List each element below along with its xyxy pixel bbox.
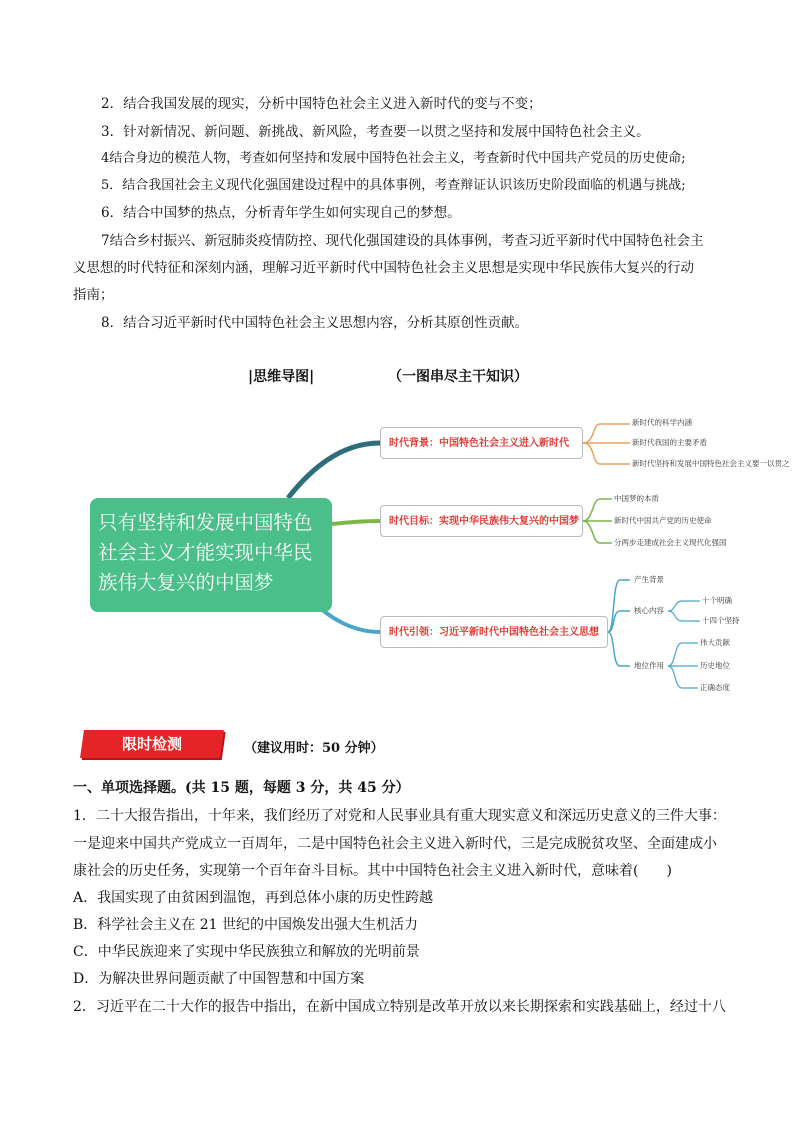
intro-point: 4结合身边的模范人物，考查如何坚持和发展中国特色社会主义，考查新时代中国共产党员的历史使命; bbox=[101, 151, 686, 166]
mindmap-heading: |思维导图| bbox=[248, 369, 315, 385]
mindmap-leaf: 新时代我国的主要矛盾 bbox=[632, 438, 707, 447]
mindmap-leaf: 产生背景 bbox=[634, 575, 664, 584]
mindmap-subheading: （一图串尽主干知识） bbox=[388, 369, 528, 385]
intro-point: 3．针对新情况、新问题、新挑战、新风险，考查要一以贯之坚持和发展中国特色社会主义。 bbox=[101, 124, 650, 140]
test-banner bbox=[80, 730, 224, 758]
suggested-time: （建议用时：50 分钟） bbox=[244, 741, 384, 756]
central-line: 社会主义才能实现中华民 bbox=[98, 541, 313, 564]
mindmap-leaf: 新时代中国共产党的历史使命 bbox=[614, 516, 712, 525]
mindmap-leaf: 十个明确 bbox=[702, 596, 732, 605]
test-banner-label: 限时检测 bbox=[122, 735, 183, 753]
mindmap-branch-goal: 时代目标：实现中华民族伟大复兴的中国梦 bbox=[380, 505, 583, 537]
central-line: 族伟大复兴的中国梦 bbox=[98, 571, 274, 594]
central-line: 只有坚持和发展中国特色 bbox=[98, 511, 313, 534]
mindmap-leaf: 新时代的科学内涵 bbox=[632, 418, 692, 427]
section-title: 一、单项选择题。(共 15 题，每题 3 分，共 45 分） bbox=[73, 780, 410, 796]
mindmap-leaf: 正确态度 bbox=[700, 683, 730, 692]
option-d: D．为解决世界问题贡献了中国智慧和中国方案 bbox=[73, 971, 365, 987]
intro-point: 7结合乡村振兴、新冠肺炎疫情防控、现代化强国建设的具体事例，考查习近平新时代中国特色社会主 bbox=[101, 233, 704, 249]
mindmap-central-node bbox=[90, 498, 332, 612]
mindmap-leaf: 伟大贡献 bbox=[700, 638, 730, 647]
intro-point: 义思想的时代特征和深刻内涵，理解习近平新时代中国特色社会主义思想是实现中华民族伟大复兴的行动 bbox=[73, 260, 694, 276]
question-text: 2．习近平在二十大作的报告中指出，在新中国成立特别是改革开放以来长期探索和实践基础上，经过十八 bbox=[73, 999, 726, 1015]
branch1-connector bbox=[288, 443, 380, 498]
mindmap-leaf: 地位作用 bbox=[634, 661, 664, 670]
question-text: 1．二十大报告指出，十年来，我们经历了对党和人民事业具有重大现实意义和深远历史意义的三件大事： bbox=[73, 808, 726, 824]
question-text: 一是迎来中国共产党成立一百周年，二是中国特色社会主义进入新时代，三是完成脱贫攻坚、全面建成小 bbox=[73, 836, 717, 852]
intro-point: 5．结合我国社会主义现代化强国建设过程中的具体事例，考查辩证认识该历史阶段面临的机遇与挑战; bbox=[101, 178, 686, 193]
option-a: A．我国实现了由贫困到温饱，再到总体小康的历史性跨越 bbox=[73, 890, 434, 906]
mindmap-leaf: 十四个坚持 bbox=[702, 616, 740, 625]
question-text: 康社会的历史任务，实现第一个百年奋斗目标。其中中国特色社会主义进入新时代，意味着( ) bbox=[73, 863, 672, 879]
option-b: B．科学社会主义在 21 世纪的中国焕发出强大生机活力 bbox=[73, 917, 419, 933]
intro-point: 8．结合习近平新时代中国特色社会主义思想内容，分析其原创性贡献。 bbox=[101, 315, 529, 331]
mindmap-leaf: 核心内容 bbox=[634, 606, 664, 615]
intro-point: 指南； bbox=[73, 287, 114, 303]
mindmap-leaf: 中国梦的本质 bbox=[614, 494, 659, 503]
mindmap-leaf: 新时代坚持和发展中国特色社会主义要一以贯之 bbox=[632, 459, 790, 468]
option-c: C．中华民族迎来了实现中华民族独立和解放的光明前景 bbox=[73, 944, 420, 960]
mindmap-leaf: 分两步走建成社会主义现代化强国 bbox=[614, 538, 727, 547]
mindmap-branch-background: 时代背景：中国特色社会主义进入新时代 bbox=[380, 427, 583, 459]
mindmap-leaf: 历史地位 bbox=[700, 661, 730, 670]
mindmap-branch-guidance: 时代引领：习近平新时代中国特色社会主义思想 bbox=[380, 616, 608, 648]
intro-point: 2．结合我国发展的现实，分析中国特色社会主义进入新时代的变与不变； bbox=[101, 96, 542, 112]
intro-point: 6．结合中国梦的热点，分析青年学生如何实现自己的梦想。 bbox=[101, 205, 461, 221]
branch2-connector bbox=[332, 521, 380, 524]
